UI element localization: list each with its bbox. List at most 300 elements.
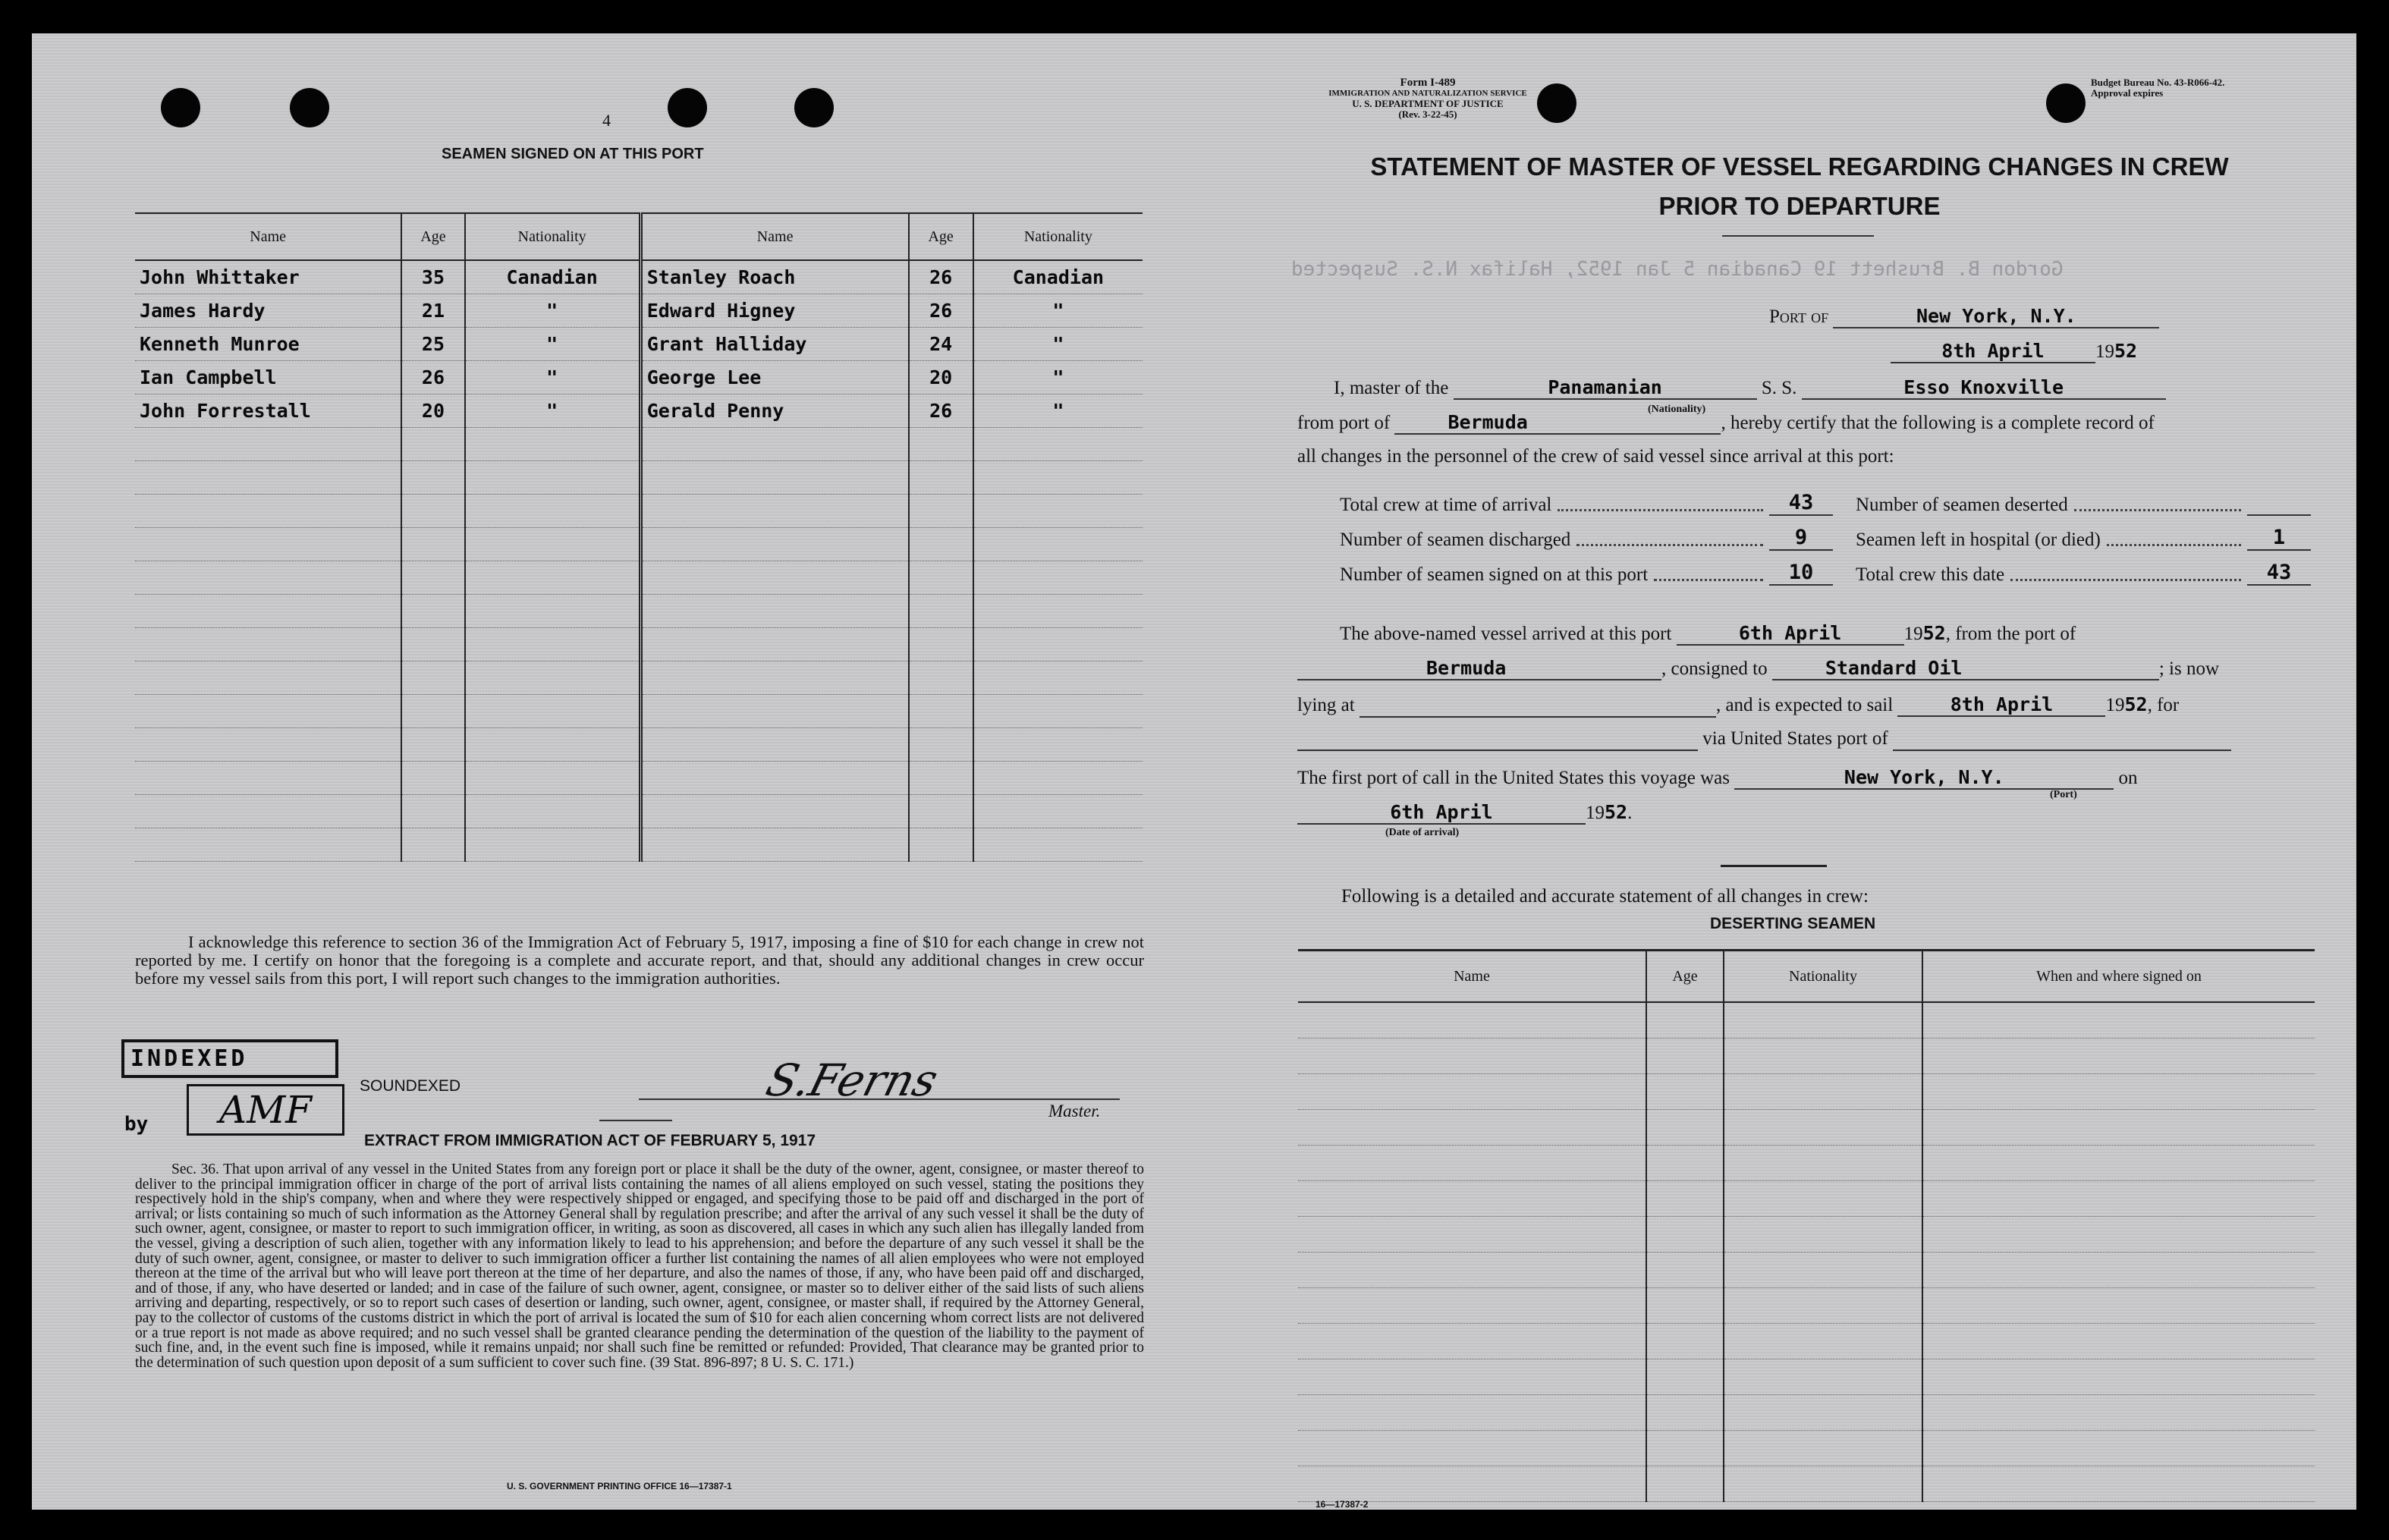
desert-cell: [1922, 1039, 2315, 1074]
seaman-name: James Hardy: [135, 294, 401, 328]
seaman-nationality: [465, 461, 641, 495]
stats-left-column: [1340, 481, 1833, 586]
seaman-nationality: [973, 828, 1143, 862]
desert-cell: [1298, 1110, 1646, 1146]
sail-value: 8th April: [1897, 693, 2105, 717]
following-text: Following is a detailed and accurate statement of all changes in crew:: [1341, 886, 1869, 907]
seaman-nationality: [465, 528, 641, 561]
vessel-name: Esso Knoxville: [1802, 376, 2166, 400]
table-row: [1298, 1146, 2315, 1181]
year-value: 52: [2124, 693, 2148, 715]
certify-line-2: all changes in the personnel of the crew of said vessel since arrival at this port:: [1297, 446, 1894, 467]
seaman-age: [909, 495, 973, 528]
ss-label: S. S.: [1761, 378, 1797, 398]
seaman-age: [401, 628, 464, 662]
form-title: [1291, 147, 2308, 226]
seaman-name: [640, 595, 908, 628]
master-of-label: I, master of the: [1334, 378, 1449, 398]
seaman-nationality: Canadian: [973, 260, 1143, 294]
desert-cell: [1724, 1146, 1922, 1181]
seaman-age: [909, 428, 973, 461]
certify-text: , hereby certify that the following is a complete record of: [1721, 413, 2155, 433]
approval-note: Approval expires: [2091, 87, 2164, 99]
lying-line: [1297, 693, 2179, 718]
desert-cell: [1646, 1110, 1724, 1146]
from-port-of: , from the port of: [1945, 624, 2076, 644]
first-port-label: The first port of call in the United States this voyage was: [1297, 768, 1730, 788]
desert-cell: [1724, 1324, 1922, 1359]
seaman-nationality: [465, 595, 641, 628]
desert-cell: [1646, 1359, 1724, 1395]
indexed-initials: AMF: [187, 1084, 344, 1136]
table-row: [135, 428, 1143, 461]
seaman-nationality: [973, 662, 1143, 695]
seaman-name: [640, 528, 908, 561]
table-row: [1298, 1002, 2315, 1039]
desert-cell: [1724, 1002, 1922, 1039]
seaman-age: [401, 828, 464, 862]
table-row: [135, 828, 1143, 862]
nationality-caption: (Nationality): [1648, 404, 1706, 415]
seaman-nationality: [465, 828, 641, 862]
table-row: [1298, 1288, 2315, 1324]
for-label: , for: [2147, 695, 2180, 715]
seaman-nationality: ": [973, 328, 1143, 361]
desert-cell: [1646, 1039, 1724, 1074]
stat-leader-dots: [2107, 544, 2241, 546]
arrived-line: [1340, 622, 2076, 646]
gpo-footer: U. S. GOVERNMENT PRINTING OFFICE 16—17387-1: [507, 1481, 732, 1491]
date-line: [1891, 340, 2137, 363]
seaman-nationality: [465, 662, 641, 695]
seaman-age: [909, 695, 973, 728]
seaman-name: [640, 561, 908, 595]
table-row: [135, 495, 1143, 528]
section-title: SEAMEN SIGNED ON AT THIS PORT: [442, 146, 704, 162]
table-row: [1298, 1181, 2315, 1217]
seaman-name: [135, 495, 401, 528]
seaman-nationality: [465, 428, 641, 461]
table-row: [135, 561, 1143, 595]
port-value: New York, N.Y.: [1833, 305, 2159, 328]
master-of-line: [1334, 376, 2166, 400]
desert-cell: [1298, 1359, 1646, 1395]
consigned-label: , consigned to: [1661, 658, 1768, 679]
desert-col-signed-on: When and where signed on: [1922, 951, 2315, 1003]
desert-cell: [1922, 1146, 2315, 1181]
lying-value: [1360, 695, 1716, 718]
stat-value: 43: [1769, 491, 1833, 516]
stat-row: [1856, 551, 2311, 586]
year-prefix: 19: [2095, 341, 2114, 362]
seaman-name: [135, 662, 401, 695]
table-row: [135, 260, 1143, 294]
revision: (Rev. 3-22-45): [1398, 108, 1457, 120]
seaman-age: [909, 628, 973, 662]
via-port-blank: [1893, 728, 2231, 751]
expected-label: , and is expected to sail: [1715, 695, 1894, 715]
year-prefix: 19: [1903, 624, 1923, 644]
deserting-seamen-table: [1298, 949, 2315, 1502]
seaman-name: Grant Halliday: [640, 328, 908, 361]
seaman-age: 26: [909, 294, 973, 328]
stat-label: Total crew this date: [1856, 564, 2005, 585]
desert-cell: [1724, 1395, 1922, 1431]
seaman-age: 26: [909, 394, 973, 428]
stat-label: Number of seamen discharged: [1340, 530, 1571, 550]
master-signature: S.Ferns: [760, 1054, 944, 1106]
stat-leader-dots: [1576, 544, 1763, 546]
desert-cell: [1922, 1074, 2315, 1110]
desert-cell: [1724, 1217, 1922, 1252]
seaman-age: [401, 595, 464, 628]
extract-title: EXTRACT FROM IMMIGRATION ACT OF FEBRUARY 5, 1917: [364, 1132, 816, 1149]
form-title-line-2: PRIOR TO DEPARTURE: [1658, 192, 1941, 220]
seaman-name: [135, 595, 401, 628]
indexed-stamp: [121, 1039, 341, 1153]
seaman-age: [401, 461, 464, 495]
seaman-age: [401, 428, 464, 461]
page-number: 4: [602, 111, 611, 130]
seaman-nationality: [465, 561, 641, 595]
signature-line: [639, 1098, 1120, 1100]
desert-cell: [1922, 1431, 2315, 1466]
year-value: 52: [2114, 340, 2138, 362]
seaman-name: Edward Higney: [640, 294, 908, 328]
indexed-stamp-text: INDEXED: [121, 1039, 338, 1078]
seaman-age: 20: [401, 394, 464, 428]
desert-cell: [1646, 1181, 1724, 1217]
desert-cell: [1646, 1395, 1724, 1431]
lying-label: lying at: [1297, 695, 1355, 715]
first-date-line: 6th April 1952.: [1297, 801, 1632, 825]
desert-cell: [1298, 1074, 1646, 1110]
master-label: Master.: [1048, 1102, 1101, 1120]
seaman-age: [909, 828, 973, 862]
desert-cell: [1922, 1217, 2315, 1252]
table-row: [135, 662, 1143, 695]
year-prefix: 19: [1586, 803, 1605, 823]
consigned-line: [1297, 657, 2219, 680]
seaman-name: [135, 461, 401, 495]
seaman-name: [135, 528, 401, 561]
punch-hole: [794, 88, 834, 127]
deserting-title: DESERTING SEAMEN: [1710, 915, 1876, 932]
desert-cell: [1298, 1039, 1646, 1074]
desert-col-name: Name: [1298, 951, 1646, 1003]
seaman-nationality: [465, 762, 641, 795]
desert-cell: [1298, 1181, 1646, 1217]
seaman-name: Kenneth Munroe: [135, 328, 401, 361]
seaman-nationality: [973, 528, 1143, 561]
seaman-name: [640, 461, 908, 495]
seaman-nationality: [973, 628, 1143, 662]
year-prefix: 19: [2105, 695, 2125, 715]
desert-cell: [1646, 1146, 1724, 1181]
desert-cell: [1298, 1431, 1646, 1466]
desert-cell: [1724, 1359, 1922, 1395]
desert-cell: [1922, 1359, 2315, 1395]
year-value: 52: [1922, 622, 1946, 644]
stat-value: 43: [2247, 561, 2311, 586]
seaman-name: [640, 495, 908, 528]
form-number: Form I-489: [1400, 77, 1456, 89]
seaman-age: [909, 461, 973, 495]
stat-row: [1340, 481, 1833, 516]
seamen-signed-on-table: [135, 212, 1143, 862]
date-value: 8th April: [1891, 340, 2095, 363]
desert-cell: [1298, 1466, 1646, 1502]
seaman-name: [640, 728, 908, 762]
table-row: [1298, 1395, 2315, 1431]
table-row: [135, 394, 1143, 428]
desert-cell: [1298, 1288, 1646, 1324]
col-nationality: Nationality: [465, 213, 641, 260]
table-row: [135, 361, 1143, 394]
on-label: on: [2118, 768, 2138, 788]
seaman-age: [909, 795, 973, 828]
stat-label: Total crew at time of arrival: [1340, 495, 1552, 515]
seaman-name: [135, 428, 401, 461]
seaman-nationality: [465, 695, 641, 728]
seaman-nationality: [973, 728, 1143, 762]
seaman-name: [135, 795, 401, 828]
seaman-nationality: Canadian: [465, 260, 641, 294]
table-row: [135, 595, 1143, 628]
seaman-nationality: [973, 795, 1143, 828]
table-row: [1298, 1324, 2315, 1359]
is-now: ; is now: [2158, 658, 2220, 679]
desert-cell: [1646, 1431, 1724, 1466]
seaman-nationality: [973, 695, 1143, 728]
seaman-nationality: [465, 628, 641, 662]
seaman-nationality: ": [465, 361, 641, 394]
seaman-age: [401, 495, 464, 528]
stat-label: Number of seamen signed on at this port: [1340, 564, 1649, 585]
desert-cell: [1724, 1110, 1922, 1146]
desert-cell: [1724, 1466, 1922, 1502]
seaman-age: 26: [401, 361, 464, 394]
seaman-age: [401, 762, 464, 795]
seaman-nationality: [465, 795, 641, 828]
seaman-name: [640, 695, 908, 728]
first-port-value: New York, N.Y.: [1734, 766, 2114, 790]
seaman-age: [401, 561, 464, 595]
stat-leader-dots: [2074, 509, 2241, 511]
desert-cell: [1646, 1324, 1724, 1359]
form-header: [1261, 77, 1595, 120]
seaman-age: 21: [401, 294, 464, 328]
table-row: [1298, 1359, 2315, 1395]
from-port-label: from port of: [1297, 413, 1391, 433]
seaman-name: [135, 828, 401, 862]
seaman-age: 35: [401, 260, 464, 294]
seaman-name: [640, 828, 908, 862]
from-port-value: Bermuda: [1394, 411, 1721, 435]
desert-cell: [1922, 1288, 2315, 1324]
budget-bureau: [2091, 77, 2224, 99]
arrived-label: The above-named vessel arrived at this port: [1340, 624, 1672, 644]
seaman-age: [909, 662, 973, 695]
stat-row: [1340, 551, 1833, 586]
indexed-by-text: by: [124, 1113, 149, 1136]
desert-cell: [1922, 1110, 2315, 1146]
table-row: [1298, 1074, 2315, 1110]
consigned-value: Standard Oil: [1772, 657, 2159, 680]
seaman-name: [135, 561, 401, 595]
seaman-name: George Lee: [640, 361, 908, 394]
col-name: Name: [640, 213, 908, 260]
col-age: Age: [401, 213, 464, 260]
desert-cell: [1298, 1146, 1646, 1181]
soundexed-label: SOUNDEXED: [360, 1077, 461, 1095]
table-row: [1298, 1039, 2315, 1074]
nationality-value: Panamanian: [1454, 376, 1757, 400]
seaman-age: [909, 762, 973, 795]
table-row: [1298, 1431, 2315, 1466]
desert-cell: [1724, 1252, 1922, 1288]
table-row: [135, 294, 1143, 328]
desert-cell: [1298, 1002, 1646, 1039]
seaman-age: [909, 728, 973, 762]
seaman-age: 26: [909, 260, 973, 294]
date-caption: (Date of arrival): [1385, 827, 1460, 838]
stat-value: 1: [2247, 526, 2311, 551]
law-text: Sec. 36. That upon arrival of any vessel in the United States from any foreign port or place it shall be the duty of the owner, agent, consignee, or master thereof to deliver to the principal immigration officer in charge of the port of arrival lists containing the names of all aliens employed on such vessel, stating the positions they respectively hold in the ship's company, when and where they were respectively shipped or engaged, and specifying those to be paid off and discharged in the port of arrival; or lists containing so much of such information as the Attorney General shall by regulation prescribe; and after the arrival of any such vessel it shall be the duty of such owner, agent, consignee, or master to report to such immigration officer, in writing, as soon as discovered, all cases in which any such alien has illegally landed from the vessel, giving a description of such alien, together with any information likely to lead to his apprehension; and before the departure of any such vessel it shall be the duty of such owner, agent, consignee, or master to deliver to such immigration officer a further list containing the names of all alien employees who were not employed thereon at the time of the arrival but who will leave port thereon at the time of her departure, and also the names of those, if any, who have been paid off and discharged, and of those, if any, who have deserted or landed; and in case of the failure of such owner, agent, consignee, or master so to deliver either of the said lists of such aliens arriving and departing, respectively, or so to report such cases of desertion or landing, such owner, agent, consignee, or master shall, if required by the Attorney General, pay to the collector of customs of the customs district in which the port of arrival is located the sum of $10 for each alien concerning whom correct lists are not delivered or a true report is not made as above required; and no such vessel shall be granted clearance pending the determination of the question of the liability to the payment of such fine, and, in the event such fine is imposed, while it remains unpaid; nor shall such fine be remitted or refunded: Provided, That clearance may be granted prior to the determination of such question upon deposit of a sum sufficient to cover such fine. (39 Stat. 896-897; 8 U. S. C. 171.): [135, 1161, 1144, 1371]
col-age: Age: [909, 213, 973, 260]
desert-cell: [1724, 1431, 1922, 1466]
table-row: [135, 728, 1143, 762]
seaman-age: [909, 561, 973, 595]
seaman-age: [401, 695, 464, 728]
desert-cell: [1646, 1002, 1724, 1039]
seaman-age: [909, 595, 973, 628]
via-label: via United States port of: [1702, 728, 1888, 749]
via-blank: [1297, 728, 1698, 751]
from-port-line: [1297, 411, 2155, 435]
extract-divider: [599, 1120, 672, 1121]
arrived-from-value: Bermuda: [1297, 657, 1661, 680]
desert-cell: [1646, 1217, 1724, 1252]
seaman-name: [640, 428, 908, 461]
table-row: [135, 328, 1143, 361]
seaman-name: John Whittaker: [135, 260, 401, 294]
desert-cell: [1724, 1288, 1922, 1324]
seaman-nationality: ": [465, 328, 641, 361]
punch-hole: [668, 88, 707, 127]
desert-col-age: Age: [1646, 951, 1724, 1003]
seaman-nationality: [973, 561, 1143, 595]
stat-row: [1856, 481, 2311, 516]
desert-cell: [1922, 1181, 2315, 1217]
seaman-nationality: [973, 428, 1143, 461]
document-sheet: [32, 33, 2356, 1510]
port-label: Port of: [1769, 306, 1829, 327]
port-caption: (Port): [2050, 789, 2077, 800]
seaman-name: John Forrestall: [135, 394, 401, 428]
desert-cell: [1298, 1217, 1646, 1252]
table-row: [1298, 1466, 2315, 1502]
table-row: [135, 795, 1143, 828]
desert-col-nationality: Nationality: [1724, 951, 1922, 1003]
punch-hole: [290, 88, 329, 127]
desert-cell: [1922, 1466, 2315, 1502]
punch-hole: [2046, 83, 2086, 123]
seaman-nationality: [465, 495, 641, 528]
table-row: [135, 762, 1143, 795]
seaman-nationality: [973, 461, 1143, 495]
first-date-value: 6th April: [1297, 801, 1586, 825]
seaman-age: [401, 662, 464, 695]
seaman-name: [640, 662, 908, 695]
seaman-nationality: [973, 762, 1143, 795]
first-port-line: [1297, 766, 2138, 790]
seaman-nationality: ": [465, 294, 641, 328]
stat-leader-dots: [1654, 579, 1763, 581]
seaman-age: 24: [909, 328, 973, 361]
seaman-nationality: ": [465, 394, 641, 428]
seaman-nationality: [973, 495, 1143, 528]
stats-right-column: [1856, 481, 2311, 586]
punch-hole: [161, 88, 200, 127]
seaman-age: [401, 728, 464, 762]
stat-row: [1340, 516, 1833, 551]
desert-cell: [1724, 1039, 1922, 1074]
desert-cell: [1646, 1074, 1724, 1110]
table-row: [135, 461, 1143, 495]
table-row: [135, 628, 1143, 662]
stat-value: 10: [1769, 561, 1833, 586]
col-name: Name: [135, 213, 401, 260]
desert-cell: [1922, 1395, 2315, 1431]
table-row: [1298, 1252, 2315, 1288]
desert-cell: [1922, 1252, 2315, 1288]
arrived-value: 6th April: [1677, 622, 1904, 646]
stat-label: Seamen left in hospital (or died): [1856, 530, 2101, 550]
following-divider: [1721, 865, 1827, 867]
port-line: [1769, 305, 2159, 328]
table-row: [1298, 1217, 2315, 1252]
desert-cell: [1724, 1074, 1922, 1110]
desert-cell: [1646, 1252, 1724, 1288]
seaman-name: [640, 762, 908, 795]
col-nationality: Nationality: [973, 213, 1143, 260]
seaman-name: Stanley Roach: [640, 260, 908, 294]
table-row: [1298, 1110, 2315, 1146]
form-title-line-1: STATEMENT OF MASTER OF VESSEL REGARDING CHANGES IN CREW: [1370, 152, 2229, 181]
desert-cell: [1298, 1395, 1646, 1431]
desert-cell: [1646, 1288, 1724, 1324]
stat-value: 9: [1769, 526, 1833, 551]
seaman-nationality: [465, 728, 641, 762]
stat-leader-dots: [2010, 579, 2241, 581]
title-divider: [1722, 235, 1874, 237]
seaman-age: 25: [401, 328, 464, 361]
stat-value: [2247, 514, 2311, 516]
agency-line-1: IMMIGRATION AND NATURALIZATION SERVICE: [1328, 89, 1527, 98]
seaman-nationality: ": [973, 294, 1143, 328]
seaman-age: [909, 528, 973, 561]
budget-bureau-number: Budget Bureau No. 43-R066-42.: [2091, 77, 2225, 88]
year-value: 52: [1605, 801, 1628, 823]
acknowledgement-text: I acknowledge this reference to section 36 of the Immigration Act of February 5, 1917, imposing a fine of $10 for each change in crew not reported by me. I certify on honor that the foregoing is a complete and accurate report, and that, should any additional changes in crew occur before my vessel sails from this port, I will report such changes to the immigration authorities.: [135, 932, 1144, 988]
seaman-name: Ian Campbell: [135, 361, 401, 394]
seaman-nationality: [973, 595, 1143, 628]
seaman-age: [401, 795, 464, 828]
seaman-name: [640, 795, 908, 828]
seaman-name: [135, 728, 401, 762]
agency-line-2: U. S. DEPARTMENT OF JUSTICE: [1352, 98, 1504, 109]
